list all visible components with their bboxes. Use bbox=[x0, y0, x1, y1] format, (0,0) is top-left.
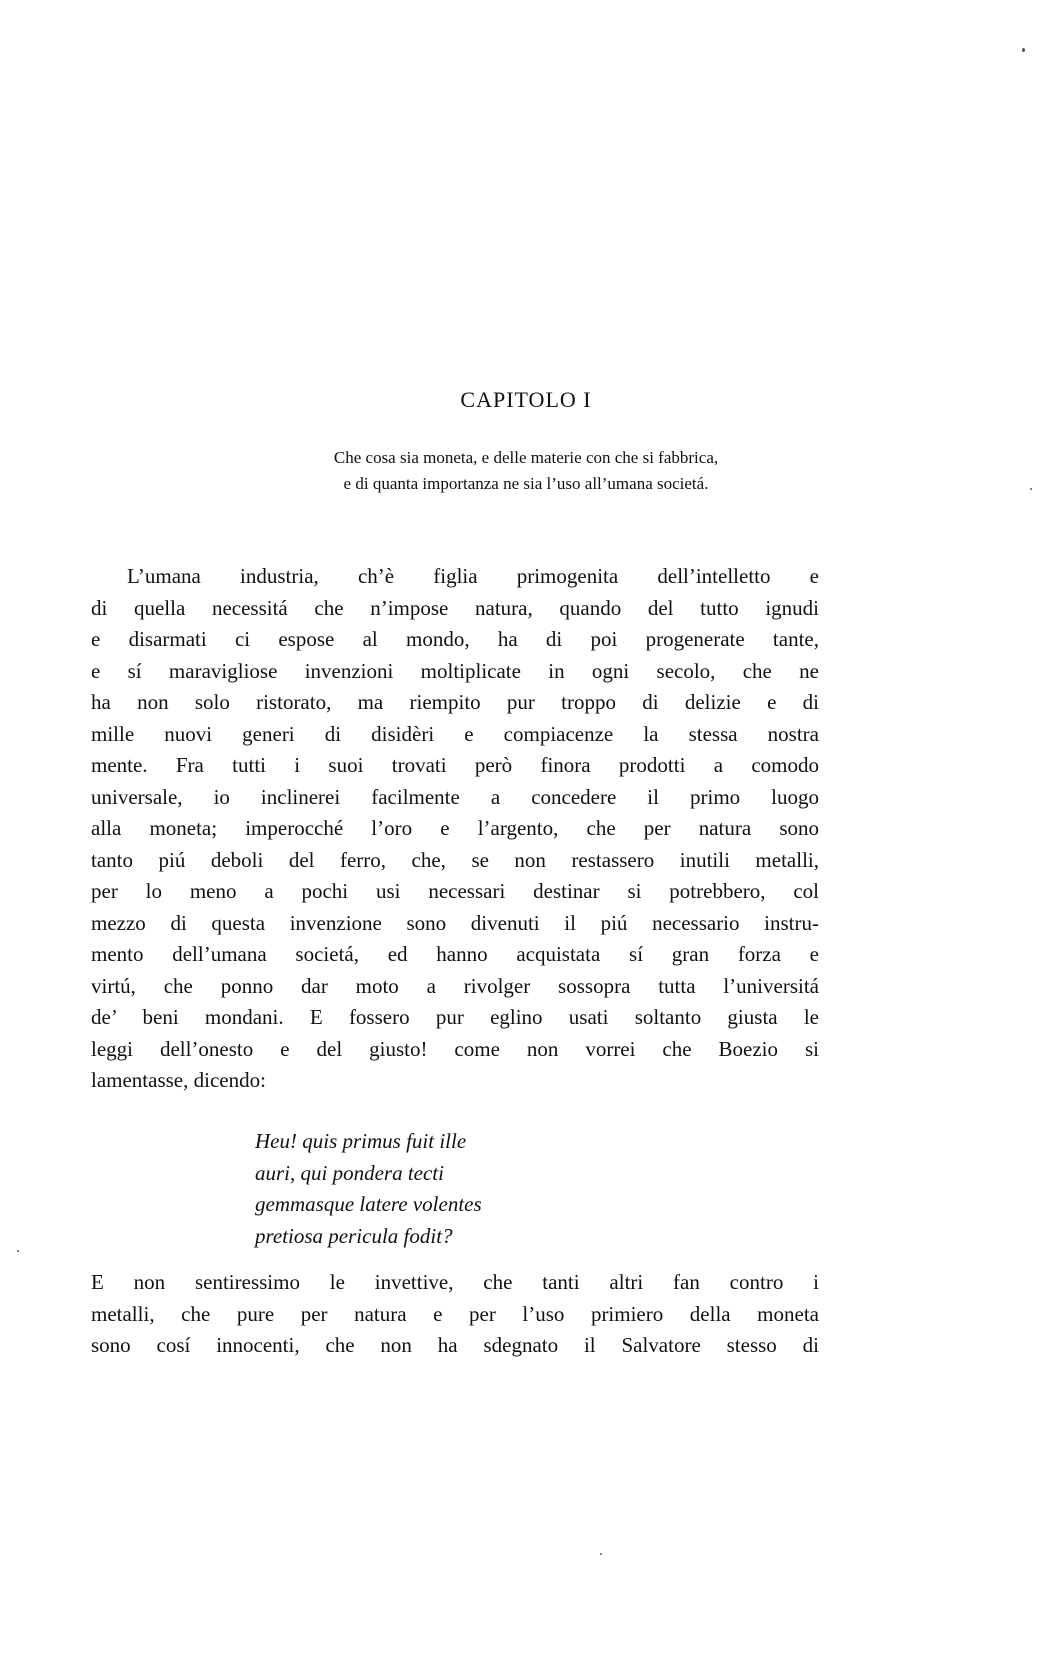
scan-speck bbox=[600, 1553, 602, 1555]
text-line: sono cosí innocenti, che non ha sdegnato il Salvatore stesso di bbox=[91, 1333, 819, 1357]
text-line: mezzo di questa invenzione sono divenuti il piú necessario instru- bbox=[91, 910, 819, 935]
verse-line: gemmasque latere volentes bbox=[255, 1192, 482, 1216]
subtitle-line: e di quanta importanza ne sia l’uso all’umana societá. bbox=[343, 474, 709, 493]
verse-quotation bbox=[255, 1126, 482, 1252]
verse-line: auri, qui pondera tecti bbox=[255, 1160, 444, 1185]
text-line: mille nuovi generi di disidèri e compiacenze la stessa nostra bbox=[91, 721, 819, 746]
text-line: di quella necessitá che n’impose natura, quando del tutto ignudi bbox=[91, 595, 819, 620]
chapter-subtitle bbox=[0, 445, 1052, 497]
text-line: ha non solo ristorato, ma riempito pur troppo di delizie e di bbox=[91, 690, 819, 714]
scan-speck bbox=[1022, 48, 1025, 52]
paragraph-1 bbox=[91, 561, 819, 1097]
text-line: L’umana industria, ch’è figlia primogenita dell’intelletto e bbox=[127, 564, 819, 588]
subtitle-line: Che cosa sia moneta, e delle materie con che si fabbrica, bbox=[333, 448, 719, 467]
text-line: mente. Fra tutti i suoi trovati però finora prodotti a comodo bbox=[91, 753, 819, 777]
chapter-title: CAPITOLO I bbox=[460, 387, 592, 412]
text-line: de’ beni mondani. E fossero pur eglino usati soltanto giusta le bbox=[91, 1005, 819, 1029]
verse-line: Heu! quis primus fuit ille bbox=[255, 1129, 467, 1153]
verse-line: pretiosa pericula fodit? bbox=[255, 1223, 453, 1248]
text-line: alla moneta; imperocché l’oro e l’argento, che per natura sono bbox=[91, 816, 819, 840]
text-line: per lo meno a pochi usi necessari destinar si potrebbero, col bbox=[91, 879, 819, 903]
text-line: mento dell’umana societá, ed hanno acquistata sí gran forza e bbox=[91, 942, 819, 966]
text-line: universale, io inclinerei facilmente a concedere il primo luogo bbox=[91, 784, 819, 809]
scan-speck bbox=[17, 1250, 19, 1252]
text-line: leggi dell’onesto e del giusto! come non vorrei che Boezio si bbox=[91, 1036, 819, 1061]
text-line: metalli, che pure per natura e per l’uso primiero della moneta bbox=[91, 1301, 819, 1326]
text-line: e disarmati ci espose al mondo, ha di poi progenerate tante, bbox=[91, 627, 819, 651]
text-line: tanto piú deboli del ferro, che, se non restassero inutili metalli, bbox=[91, 847, 819, 872]
text-line: E non sentiressimo le invettive, che tanti altri fan contro i bbox=[91, 1270, 819, 1294]
scan-speck bbox=[1030, 488, 1032, 490]
text-line: virtú, che ponno dar moto a rivolger sossopra tutta l’universitá bbox=[91, 973, 819, 998]
text-line: e sí maravigliose invenzioni moltiplicate in ogni secolo, che ne bbox=[91, 658, 819, 683]
paragraph-2 bbox=[91, 1267, 819, 1362]
text-line: lamentasse, dicendo: bbox=[91, 1068, 266, 1092]
